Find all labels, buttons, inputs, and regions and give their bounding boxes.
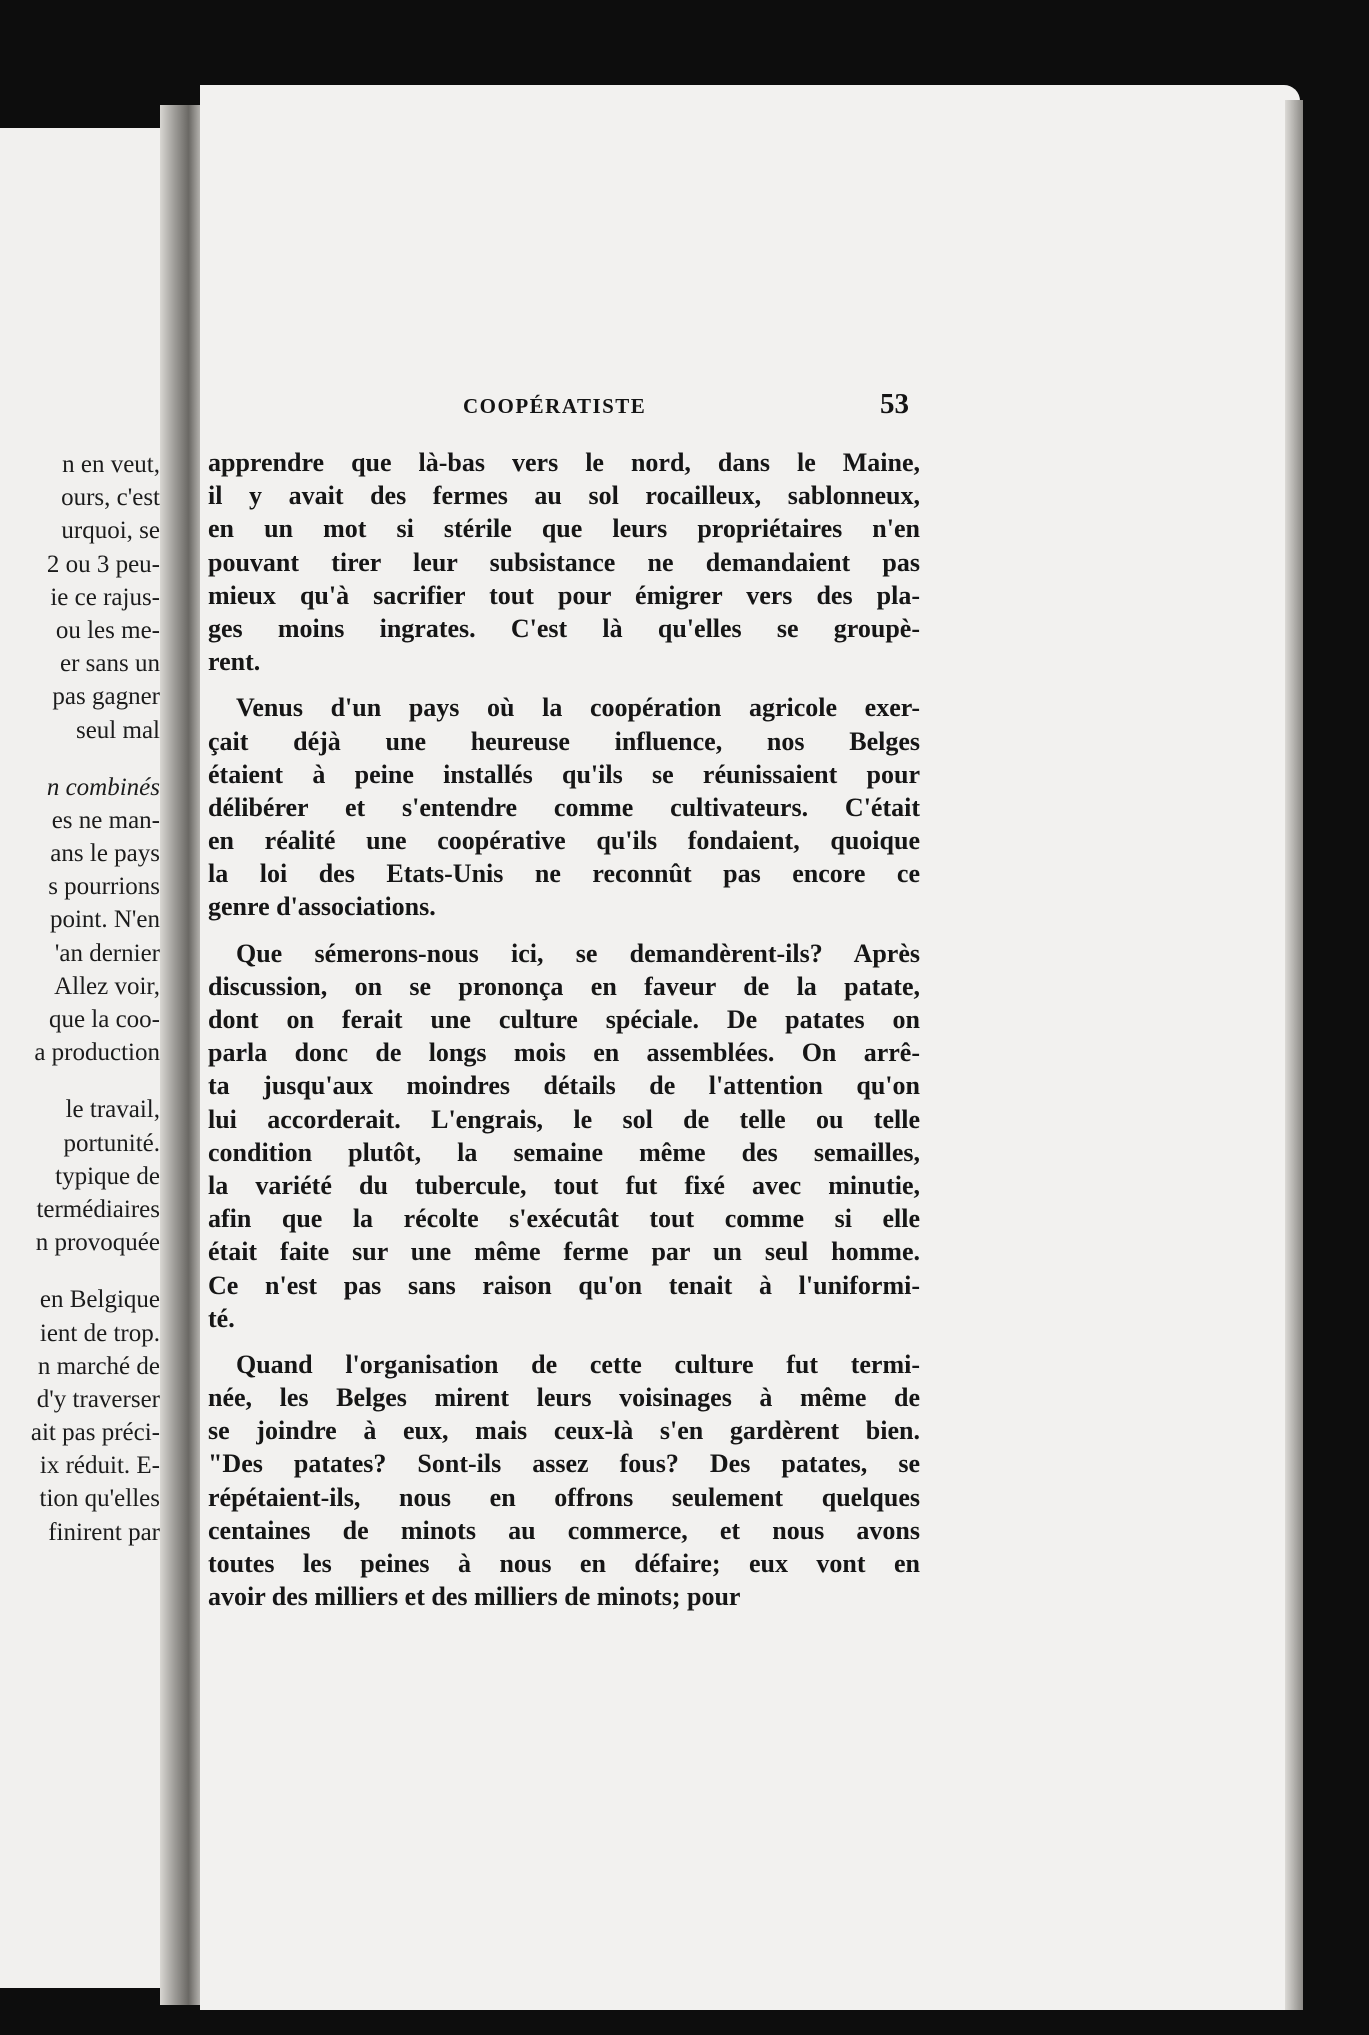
text-line: Quand l'organisation de cette culture fut termi- [236, 1349, 920, 1379]
left-text-line: Allez voir, [54, 972, 160, 1000]
text-line: pouvant tirer leur subsistance ne demandaient pas [208, 547, 920, 577]
text-line: çait déjà une heureuse influence, nos Belges [208, 726, 920, 756]
text-line: dont on ferait une culture spéciale. De patates on [208, 1005, 920, 1034]
text-line: étaient à peine installés qu'ils se réunissaient pour [208, 759, 920, 789]
text-line: parla donc de longs mois en assemblées. On arrê- [208, 1038, 920, 1068]
left-text-line: ie ce rajus- [50, 583, 160, 611]
text-line: centaines de minots au commerce, et nous avons [208, 1515, 920, 1545]
left-text-line: n marché de [37, 1352, 160, 1380]
text-line: genre d'associations. [208, 892, 436, 922]
left-text-line: en Belgique [39, 1286, 160, 1314]
left-text-line: ours, c'est [61, 484, 160, 512]
text-line: se joindre à eux, mais ceux-là s'en gardèrent bien. [208, 1416, 920, 1446]
left-text-line: ient de trop. [39, 1319, 160, 1347]
text-line: délibérer et s'entendre comme cultivateurs. C'était [208, 792, 920, 822]
text-line: était faite sur une même ferme par un seul homme. [208, 1237, 920, 1267]
left-page-text [0, 448, 160, 1549]
left-text-line: le travail, [65, 1096, 160, 1124]
text-line: la variété du tubercule, tout fut fixé avec minutie, [208, 1170, 920, 1200]
text-line: Que sémerons-nous ici, se demandèrent-ils? Après [236, 938, 920, 968]
text-line: en un mot si stérile que leurs propriétaires n'en [208, 514, 920, 544]
text-line: née, les Belges mirent leurs voisinages à même de [208, 1383, 920, 1413]
left-text-line: a production [34, 1039, 160, 1067]
text-line: apprendre que là-bas vers le nord, dans le Maine, [208, 448, 920, 477]
left-text-line: 2 ou 3 peu- [46, 550, 160, 578]
text-line: discussion, on se prononça en faveur de la patate, [208, 971, 920, 1001]
paragraph-gap [0, 1069, 160, 1093]
left-text-line: n combinés [46, 773, 160, 801]
left-text-line: typique de [55, 1162, 160, 1190]
left-page-fragment [0, 128, 168, 1988]
left-text-line: portunité. [63, 1129, 160, 1157]
body-text [208, 446, 920, 1613]
text-line: lui accorderait. L'engrais, le sol de telle ou telle [208, 1104, 920, 1134]
left-text-line: 'an dernier [54, 939, 160, 967]
text-line: répétaient-ils, nous en offrons seulement quelques [208, 1482, 920, 1512]
text-line: toutes les peines à nous en défaire; eux vont en [208, 1549, 920, 1578]
text-line: ta jusqu'aux moindres détails de l'attention qu'on [208, 1071, 920, 1101]
text-line: il y avait des fermes au sol rocailleux, sablonneux, [208, 481, 920, 511]
text-line: mieux qu'à sacrifier tout pour émigrer vers des pla- [208, 580, 920, 610]
paragraph-gap [0, 1259, 160, 1283]
left-text-line: ix réduit. E- [39, 1452, 160, 1480]
left-text-line: ait pas préci- [30, 1419, 160, 1447]
left-text-line: es ne man- [51, 806, 160, 834]
left-text-line: pas gagner [52, 683, 160, 711]
left-text-line: n en veut, [62, 451, 160, 478]
paragraph-gap [208, 924, 920, 937]
running-head: COOPÉRATISTE [463, 394, 647, 418]
page-edge-shadow [1285, 100, 1303, 2010]
left-text-line: n provoquée [35, 1229, 160, 1257]
text-line: Ce n'est pas sans raison qu'on tenait à l'uniformi- [208, 1270, 920, 1300]
text-line: Venus d'un pays où la coopération agricole exer- [236, 693, 920, 723]
text-line: rent. [208, 647, 261, 677]
text-line: afin que la récolte s'exécutât tout comme si elle [208, 1204, 920, 1234]
left-text-line: d'y traverser [36, 1385, 160, 1413]
paragraph-gap [0, 747, 160, 771]
text-line: té. [208, 1303, 235, 1333]
page-number: 53 [880, 388, 909, 420]
left-text-line: seul mal [75, 716, 160, 744]
text-line: condition plutôt, la semaine même des semailles, [208, 1137, 920, 1167]
left-text-line: urquoi, se [61, 517, 160, 545]
left-text-line: s pourrions [48, 873, 160, 901]
text-line: avoir des milliers et des milliers de minots; pour [208, 1582, 741, 1612]
left-text-line: ans le pays [50, 840, 160, 868]
left-text-line: tion qu'elles [39, 1485, 160, 1513]
left-text-line: point. N'en [49, 906, 160, 934]
left-text-line: finirent par [48, 1518, 160, 1546]
text-line: en réalité une coopérative qu'ils fondaient, quoique [208, 826, 920, 856]
text-line: "Des patates? Sont-ils assez fous? Des patates, se [208, 1449, 920, 1479]
left-text-line: er sans un [60, 650, 160, 678]
left-text-line: que la coo- [48, 1006, 160, 1033]
paragraph-gap [208, 678, 920, 691]
text-line: la loi des Etats-Unis ne reconnût pas encore ce [208, 859, 920, 889]
left-text-line: ou les me- [55, 616, 160, 644]
left-text-line: termédiaires [36, 1195, 160, 1223]
text-line: ges moins ingrates. C'est là qu'elles se groupè- [208, 613, 920, 643]
paragraph-gap [208, 1335, 920, 1348]
